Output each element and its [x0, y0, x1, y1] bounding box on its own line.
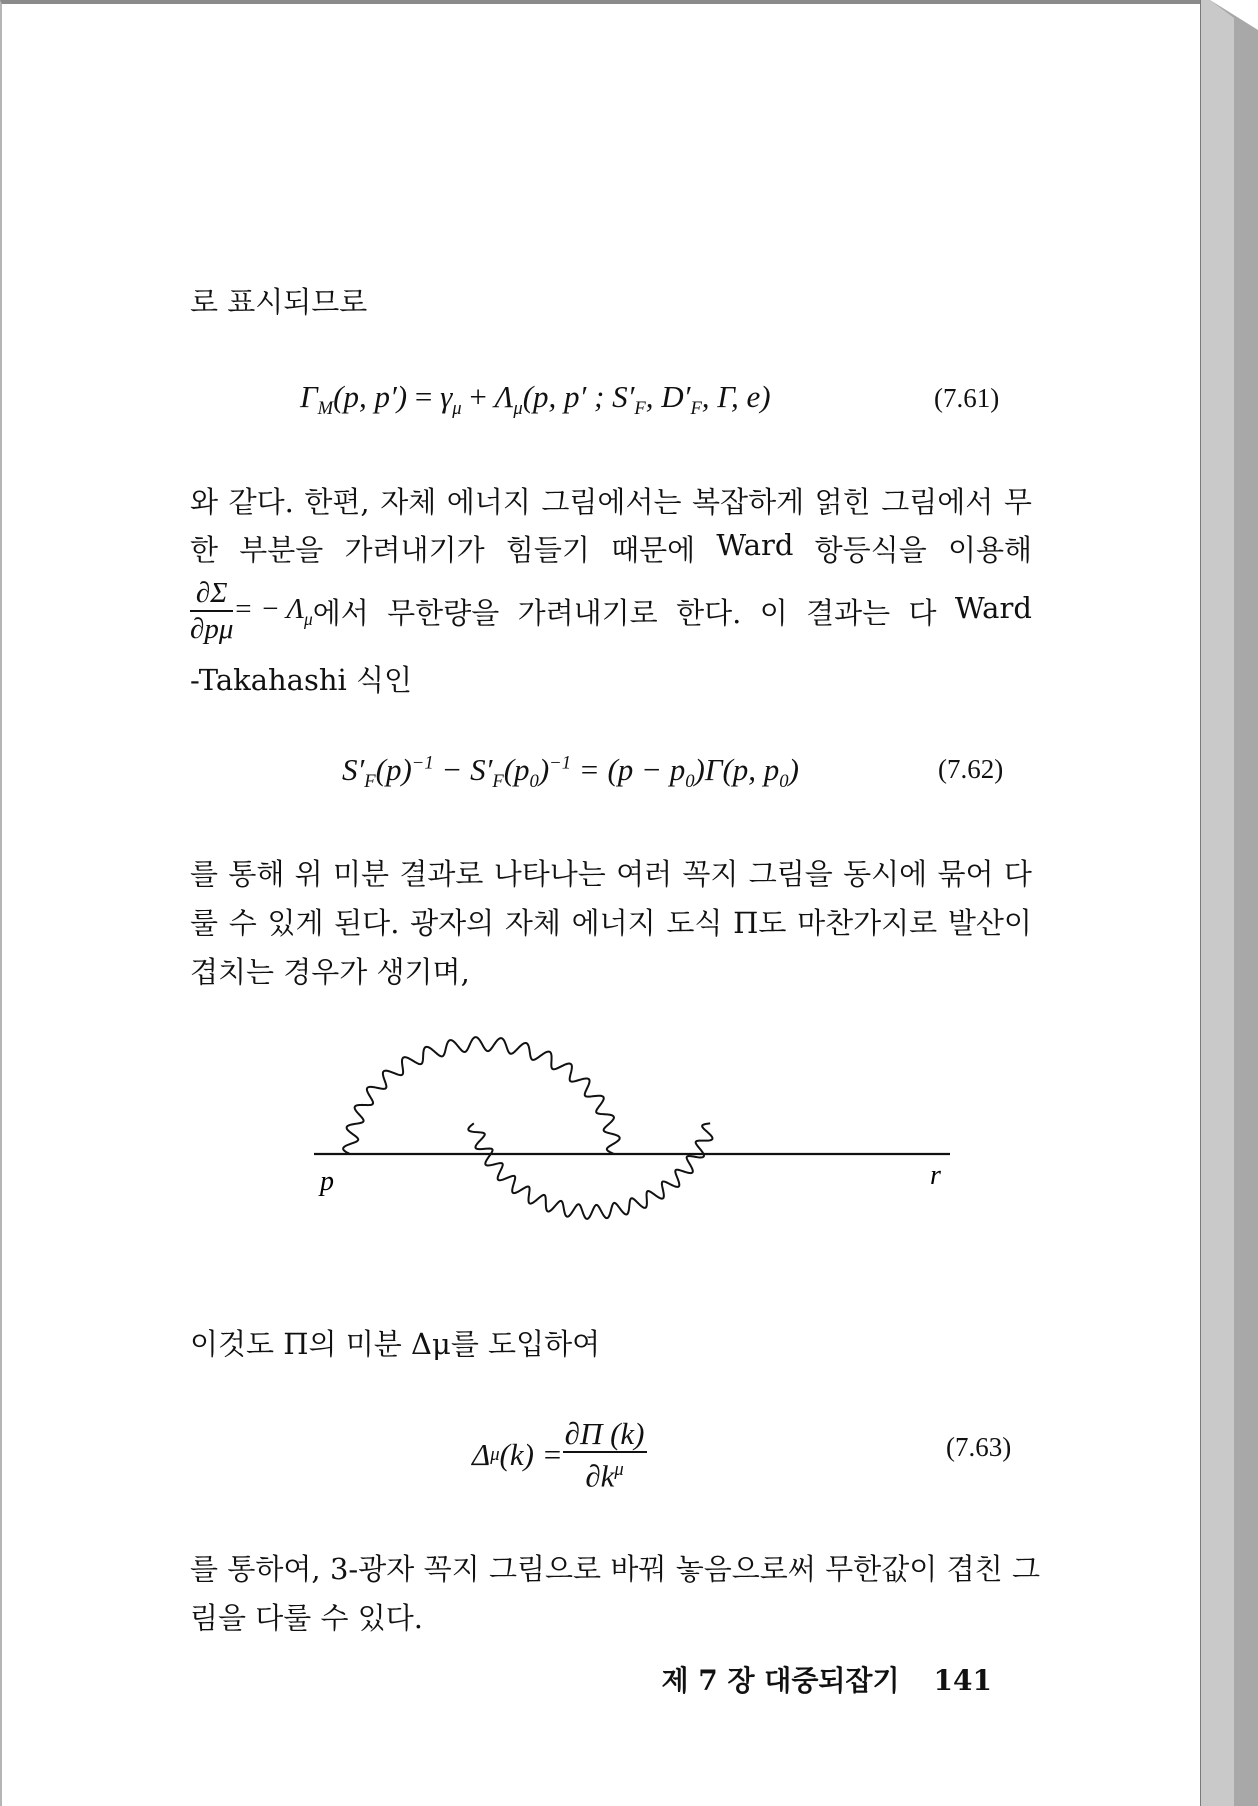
- word: 결과로: [399, 857, 484, 891]
- word: 겹친: [946, 1552, 1003, 1586]
- word: 에서: [312, 595, 369, 630]
- fraction: $\frac{\partial\Pi (k)}{\partial k^\mu}$: [564, 1416, 645, 1494]
- page-edge: [1200, 0, 1258, 1806]
- word: 를: [190, 1552, 219, 1586]
- momentum-label-p: p: [320, 1166, 334, 1197]
- word: 위: [294, 857, 323, 891]
- word: 힘들기: [505, 533, 590, 567]
- word: 가려내기가: [344, 533, 485, 567]
- word: 광자의: [410, 906, 495, 940]
- word: 무: [1003, 485, 1032, 519]
- word: 통해: [228, 857, 285, 891]
- word: 룰: [190, 906, 219, 940]
- photon-line-upper: [343, 1037, 620, 1154]
- text-line: [190, 852, 1032, 893]
- word: 동시에: [843, 857, 928, 891]
- word: 이: [759, 595, 788, 630]
- word: 한편,: [304, 485, 370, 519]
- text-line: 겹치는 경우가 생기며,: [190, 955, 470, 989]
- equation-7-63: Δ μ (k) = $\frac{\partial\Pi (k)}{\partial k^\mu}$: [472, 1416, 645, 1494]
- word: 마찬가지로: [797, 906, 938, 940]
- word: 자체: [380, 485, 437, 519]
- chapter-title: 제 7 장 대중되잡기: [661, 1664, 900, 1697]
- word: 를: [190, 857, 219, 891]
- momentum-label-r: r: [930, 1160, 941, 1191]
- word: 바꿔: [610, 1552, 667, 1586]
- word: 가려내기로: [517, 595, 658, 630]
- word: 와: [190, 485, 219, 519]
- word: 나타나는: [493, 857, 606, 891]
- word: 된다.: [334, 906, 400, 940]
- text-line: -Takahashi 식인: [190, 663, 413, 697]
- word: 에너지: [571, 906, 656, 940]
- word: 통하여,: [227, 1552, 321, 1586]
- word: Ward: [716, 528, 794, 562]
- equation-7-62: $S'_F(p)^{-1} - S'_F(p_0)^{-1} = (p - p_0)\Gamma(p$, $p_0$): [342, 752, 799, 793]
- word: 무한값이: [825, 1552, 938, 1586]
- text-line: [190, 901, 1032, 942]
- word: 있게: [267, 906, 324, 940]
- word: 그림에서: [881, 485, 994, 519]
- word: 자체: [504, 906, 561, 940]
- page-footer: [661, 1659, 992, 1699]
- word: 얽힌: [814, 485, 871, 519]
- text-line: 림을 다룰 수 있다.: [190, 1601, 423, 1635]
- photon-line-lower: [468, 1123, 712, 1219]
- word: 다: [1003, 857, 1032, 891]
- text-line-with-fraction: $\frac{\partial\Sigma}{\partial p\mu}$ = − $\Lambda_\mu$ 에서 무한량을 가려내기로 한다. 이 결과는 다 Ward: [190, 577, 1032, 645]
- word: 꼭지: [682, 857, 739, 891]
- word: 한다.: [676, 595, 742, 630]
- word: Ward: [954, 590, 1032, 625]
- text-line: [190, 528, 1032, 569]
- word: 묶어: [937, 857, 994, 891]
- equation-7-61: $\Gamma_M(p$, $p') = \gamma_\mu + \Lambda_\mu(p$, p′ ; $S'_F$, $D'_F$, Γ, e): [300, 379, 771, 420]
- word: 부분을: [239, 533, 324, 567]
- word: 에너지: [446, 485, 531, 519]
- feynman-diagram: [302, 1034, 962, 1254]
- fraction: $\frac{\partial\Sigma}{\partial p\mu}$: [190, 577, 234, 645]
- word: 그림에서는: [541, 485, 682, 519]
- word: 그: [1011, 1552, 1040, 1586]
- word: 여러: [616, 857, 673, 891]
- text-line: 이것도 Π의 미분 Δμ를 도입하여: [190, 1327, 601, 1361]
- word: 한: [190, 533, 219, 567]
- word: 항등식을: [814, 533, 927, 567]
- equation-number: (7.63): [946, 1432, 1012, 1462]
- word: 놓음으로써: [675, 1552, 816, 1586]
- text-line: 로 표시되므로: [190, 285, 368, 319]
- word: 다: [908, 595, 937, 630]
- word: 그림으로: [488, 1552, 602, 1586]
- word: 결과는: [806, 595, 891, 630]
- text-line: [190, 480, 1032, 521]
- word: 때문에: [611, 533, 696, 567]
- word: 발산이: [947, 906, 1032, 940]
- word: 수: [228, 906, 257, 940]
- word: 그림을: [748, 857, 833, 891]
- word: 미분: [333, 857, 390, 891]
- word: Π도: [733, 906, 787, 940]
- word: 같다.: [228, 485, 294, 519]
- equation-number: (7.62): [938, 754, 1004, 784]
- word: 복잡하게: [692, 485, 805, 519]
- word: 꼭지: [423, 1552, 480, 1586]
- word: 도식: [666, 906, 723, 940]
- page-number: 141: [933, 1664, 992, 1697]
- word: 무한량을: [387, 595, 500, 630]
- word: 이용해: [947, 533, 1032, 567]
- equation-number: (7.61): [934, 383, 1000, 413]
- word: 3-광자: [329, 1552, 415, 1586]
- text-line: [190, 1547, 1040, 1588]
